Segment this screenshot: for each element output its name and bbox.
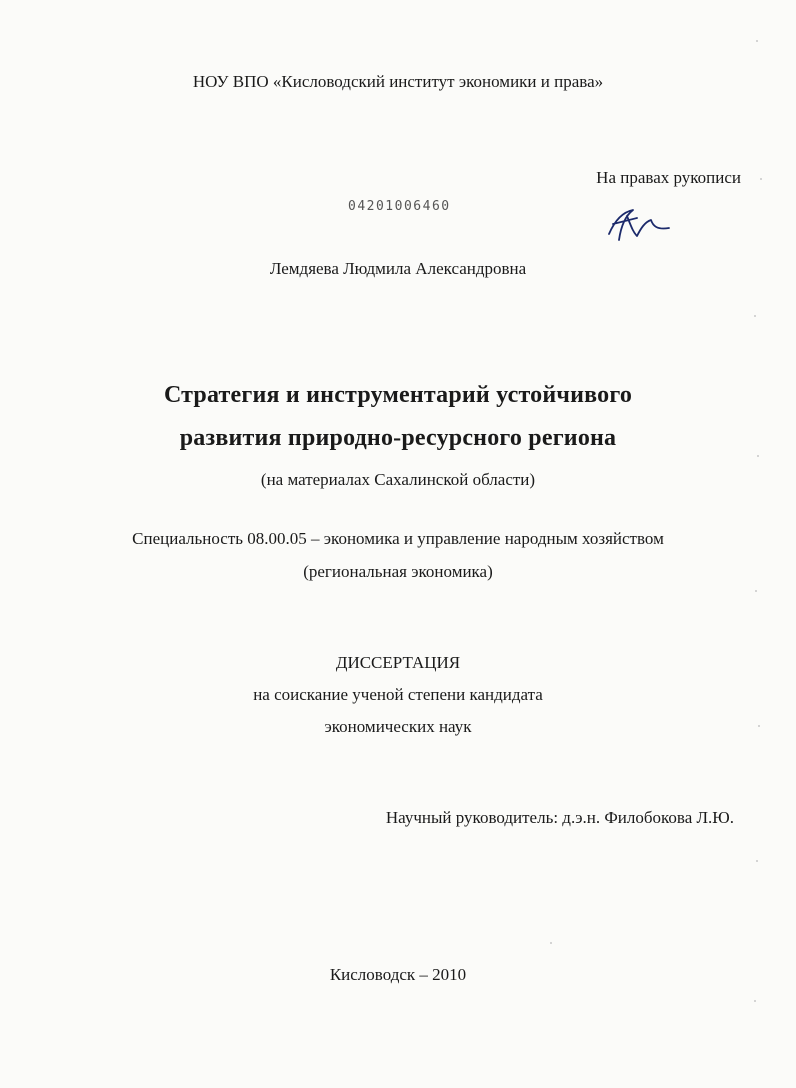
author-name: Лемдяева Людмила Александровна <box>269 259 527 278</box>
scan-speck <box>754 315 756 317</box>
scan-speck <box>755 590 757 592</box>
title-subtitle: (на материалах Сахалинской области) <box>260 470 536 489</box>
signature-icon <box>603 206 673 244</box>
city-year: Кисловодск – 2010 <box>329 965 467 984</box>
specialty-line-2: (региональная экономика) <box>303 562 493 581</box>
dissertation-line-2: экономических наук <box>324 717 472 736</box>
title-line-1: Стратегия и инструментарий устойчивого <box>163 382 633 408</box>
rights-notice: На правах рукописи <box>596 168 741 187</box>
dissertation-heading: ДИССЕРТАЦИЯ <box>335 653 461 672</box>
scan-speck <box>756 40 758 42</box>
scan-speck <box>760 178 762 180</box>
scan-speck <box>758 725 760 727</box>
archive-number: 04201006460 <box>348 199 451 214</box>
scan-speck <box>756 860 758 862</box>
institution-header: НОУ ВПО «Кисловодский институт экономики и права» <box>192 72 604 91</box>
specialty-line-1: Специальность 08.00.05 – экономика и управление народным хозяйством <box>132 529 664 548</box>
dissertation-line-1: на соискание ученой степени кандидата <box>253 685 543 704</box>
supervisor: Научный руководитель: д.э.н. Филобокова Л.Ю. <box>385 808 734 827</box>
scan-speck <box>550 942 552 944</box>
scan-speck <box>757 455 759 457</box>
scan-speck <box>754 1000 756 1002</box>
title-line-2: развития природно-ресурсного региона <box>179 425 617 451</box>
